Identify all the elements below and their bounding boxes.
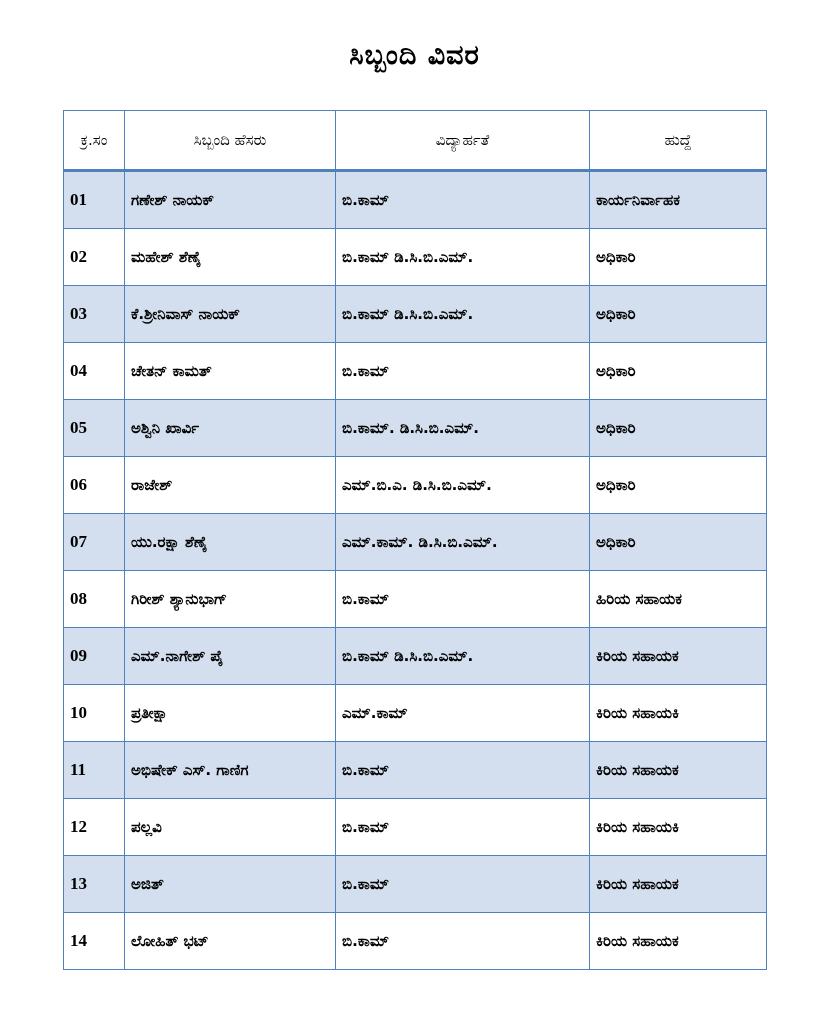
serial-no-cell: 12 [64, 799, 125, 856]
qualification-cell: ಎಮ್.ಬಿ.ಎ. ಡಿ.ಸಿ.ಬಿ.ಎಮ್. [336, 457, 590, 514]
staff-name-cell: ಪ್ರತೀಕ್ಷಾ [125, 685, 336, 742]
qualification-cell: ಬಿ.ಕಾಮ್ [336, 171, 590, 229]
designation-cell: ಕಾರ್ಯನಿರ್ವಾಹಕ [590, 171, 767, 229]
header-staff-name: ಸಿಬ್ಬಂದಿ ಹೆಸರು [125, 111, 336, 171]
designation-cell: ಕಿರಿಯ ಸಹಾಯಕ [590, 856, 767, 913]
designation-cell: ಅಧಿಕಾರಿ [590, 514, 767, 571]
designation-cell: ಅಧಿಕಾರಿ [590, 400, 767, 457]
page-title: ಸಿಬ್ಬಂದಿ ವಿವರ [349, 40, 480, 71]
serial-no-cell: 04 [64, 343, 125, 400]
designation-cell: ಕಿರಿಯ ಸಹಾಯಕಿ [590, 799, 767, 856]
table-row [64, 913, 767, 970]
staff-name-cell: ಲೋಹಿತ್ ಭಟ್ [125, 913, 336, 970]
header-designation: ಹುದ್ದೆ [590, 111, 767, 171]
staff-name-cell: ಅಭಿಷೇಕ್ ಎಸ್. ಗಾಣಿಗ [125, 742, 336, 799]
qualification-cell: ಬಿ.ಕಾಮ್ [336, 571, 590, 628]
table-row [64, 799, 767, 856]
qualification-cell: ಬಿ.ಕಾಮ್ [336, 343, 590, 400]
header-qualification: ವಿದ್ಯಾರ್ಹತೆ [336, 111, 590, 171]
designation-cell: ಅಧಿಕಾರಿ [590, 457, 767, 514]
designation-cell: ಕಿರಿಯ ಸಹಾಯಕ [590, 913, 767, 970]
serial-no-cell: 08 [64, 571, 125, 628]
designation-cell: ಕಿರಿಯ ಸಹಾಯಕ [590, 628, 767, 685]
qualification-cell: ಬಿ.ಕಾಮ್ ಡಿ.ಸಿ.ಬಿ.ಎಮ್. [336, 628, 590, 685]
qualification-cell: ಬಿ.ಕಾಮ್. ಡಿ.ಸಿ.ಬಿ.ಎಮ್. [336, 400, 590, 457]
table-header [64, 111, 767, 171]
designation-cell: ಕಿರಿಯ ಸಹಾಯಕ [590, 742, 767, 799]
serial-no-cell: 13 [64, 856, 125, 913]
serial-no-cell: 03 [64, 286, 125, 343]
serial-no-cell: 09 [64, 628, 125, 685]
designation-cell: ಹಿರಿಯ ಸಹಾಯಕ [590, 571, 767, 628]
table-row [64, 457, 767, 514]
serial-no-cell: 06 [64, 457, 125, 514]
staff-name-cell: ರಾಜೇಶ್ [125, 457, 336, 514]
qualification-cell: ಬಿ.ಕಾಮ್ [336, 856, 590, 913]
designation-cell: ಅಧಿಕಾರಿ [590, 343, 767, 400]
serial-no-cell: 05 [64, 400, 125, 457]
qualification-cell: ಬಿ.ಕಾಮ್ ಡಿ.ಸಿ.ಬಿ.ಎಮ್. [336, 286, 590, 343]
staff-name-cell: ಕೆ.ಶ್ರೀನಿವಾಸ್ ನಾಯಕ್ [125, 286, 336, 343]
serial-no-cell: 14 [64, 913, 125, 970]
qualification-cell: ಎಮ್.ಕಾಮ್ [336, 685, 590, 742]
qualification-cell: ಬಿ.ಕಾಮ್ [336, 913, 590, 970]
serial-no-cell: 01 [64, 171, 125, 229]
staff-name-cell: ಯು.ರಕ್ಷಾ ಶೆಣೈ [125, 514, 336, 571]
table-row [64, 856, 767, 913]
serial-no-cell: 11 [64, 742, 125, 799]
serial-no-cell: 02 [64, 229, 125, 286]
table-row [64, 514, 767, 571]
qualification-cell: ಎಮ್.ಕಾಮ್. ಡಿ.ಸಿ.ಬಿ.ಎಮ್. [336, 514, 590, 571]
qualification-cell: ಬಿ.ಕಾಮ್ ಡಿ.ಸಿ.ಬಿ.ಎಮ್. [336, 229, 590, 286]
header-row [64, 111, 767, 171]
designation-cell: ಕಿರಿಯ ಸಹಾಯಕಿ [590, 685, 767, 742]
staff-name-cell: ಅಶ್ವಿನಿ ಖಾರ್ವಿ [125, 400, 336, 457]
serial-no-cell: 10 [64, 685, 125, 742]
table-row [64, 685, 767, 742]
staff-name-cell: ಗಿರೀಶ್ ಶ್ಯಾನುಭಾಗ್ [125, 571, 336, 628]
table-row [64, 229, 767, 286]
table-row [64, 343, 767, 400]
table-row [64, 400, 767, 457]
table-row [64, 171, 767, 229]
header-serial-no: ಕ್ರ.ಸಂ [64, 111, 125, 171]
designation-cell: ಅಧಿಕಾರಿ [590, 286, 767, 343]
staff-name-cell: ಮಹೇಶ್ ಶೆಣೈ [125, 229, 336, 286]
staff-name-cell: ಗಣೇಶ್ ನಾಯಕ್ [125, 171, 336, 229]
qualification-cell: ಬಿ.ಕಾಮ್ [336, 799, 590, 856]
table-row [64, 571, 767, 628]
table-body [64, 171, 767, 970]
table-row [64, 286, 767, 343]
staff-name-cell: ಎಮ್.ನಾಗೇಶ್ ಪೈ [125, 628, 336, 685]
staff-table [63, 110, 767, 970]
serial-no-cell: 07 [64, 514, 125, 571]
table-row [64, 628, 767, 685]
qualification-cell: ಬಿ.ಕಾಮ್ [336, 742, 590, 799]
table-row [64, 742, 767, 799]
staff-name-cell: ಪಲ್ಲವಿ [125, 799, 336, 856]
staff-name-cell: ಅಜಿತ್ [125, 856, 336, 913]
designation-cell: ಅಧಿಕಾರಿ [590, 229, 767, 286]
staff-name-cell: ಚೇತನ್ ಕಾಮತ್ [125, 343, 336, 400]
